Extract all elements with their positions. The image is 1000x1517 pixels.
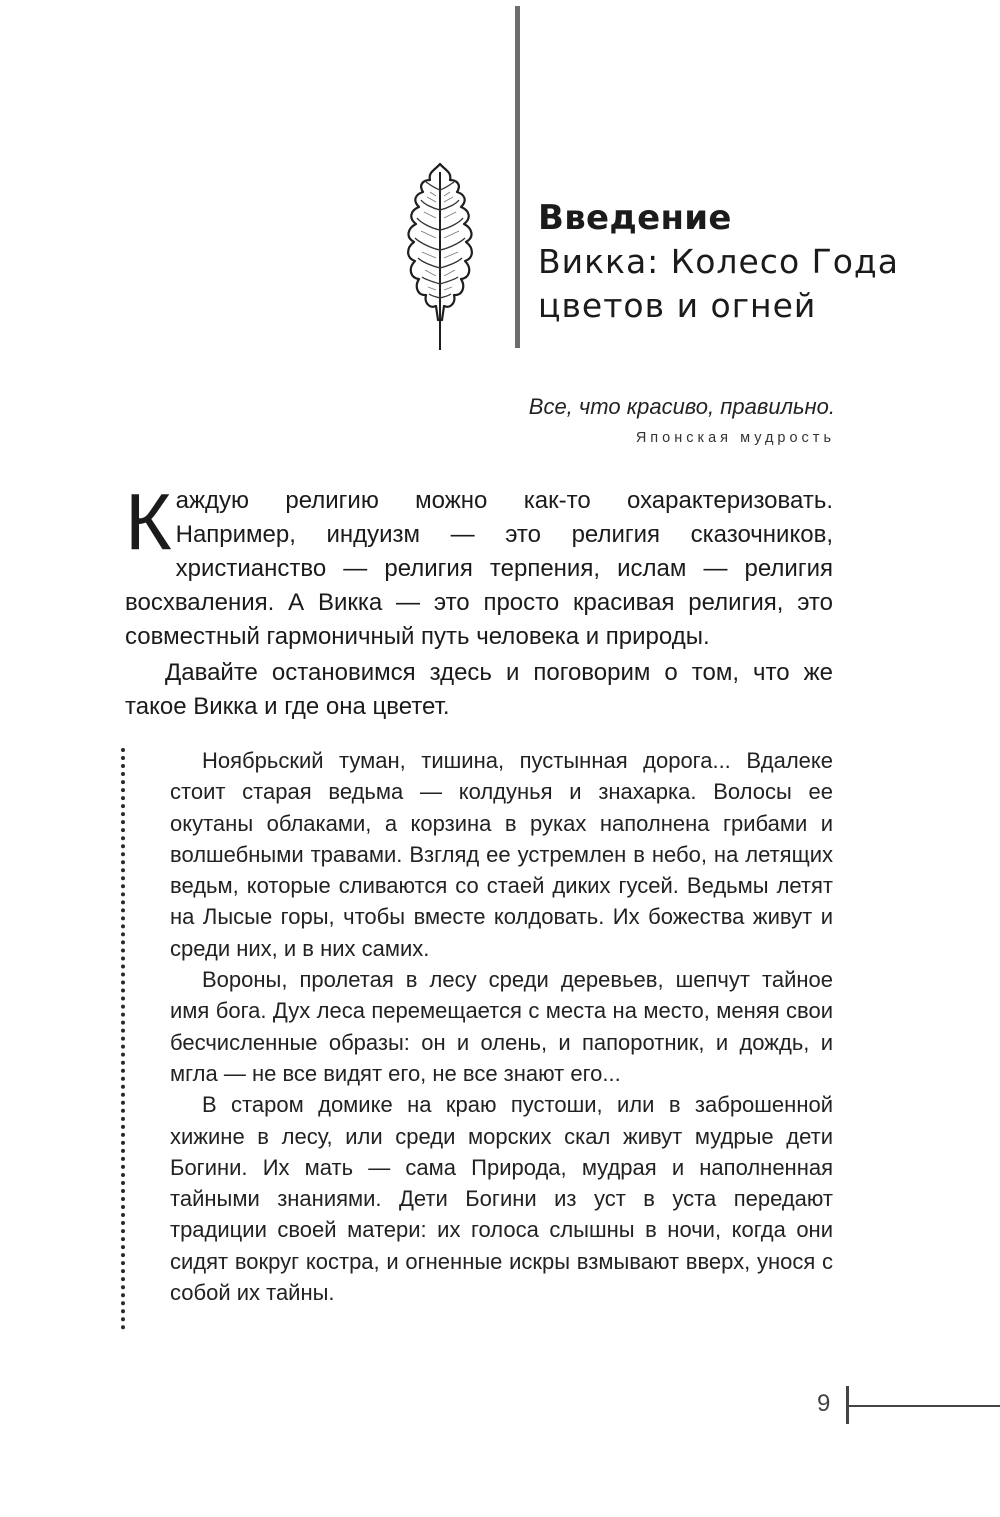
drop-cap: К — [125, 477, 172, 566]
chapter-title-line2: цветов и огней — [538, 286, 817, 325]
story-text — [170, 745, 833, 1308]
oak-leaf-icon — [398, 160, 482, 352]
epigraph-quote: Все, что красиво, правильно. — [528, 394, 835, 419]
intro-paragraph-2: Давайте остановимся здесь и поговорим о том, что же такое Викка и где она цветет. — [125, 659, 833, 720]
page-number: 9 — [817, 1390, 831, 1417]
chapter-heading — [538, 196, 978, 328]
intro-paragraph-1-text: аждую религию можно как-то охарактеризовать. Например, индуизм — это религия сказочников, христианство — религия терпения, ислам — религия восхваления. А Викка — это просто красивая религия, это совместный гармоничный путь человека и природы. — [125, 487, 833, 650]
footer-rule — [849, 1405, 1000, 1407]
header-vertical-rule — [515, 6, 520, 348]
chapter-label: Введение — [538, 198, 732, 238]
epigraph-source: Японская мудрость — [635, 430, 835, 446]
epigraph — [529, 392, 835, 446]
chapter-title-line1: Викка: Колесо Года — [538, 242, 899, 281]
intro-text — [125, 477, 833, 724]
intro-paragraph-1 — [125, 477, 833, 654]
story-paragraph-3: В старом домике на краю пустоши, или в заброшенной хижине в лесу, или среди морских скал живут мудрые дети Богини. Их мать — сама Природа, мудрая и наполненная тайными знаниями. Дети Богини из уст в уста передают традиции своей матери: их голоса слышны в ночи, когда они сидят вокруг костра, и огненные искры взмывают вверх, унося с собой их тайны. — [170, 1092, 833, 1306]
story-paragraph-2: Вороны, пролетая в лесу среди деревьев, шепчут тайное имя бога. Дух леса перемещается с места на место, меняя свои бесчисленные образы: он и олень, и папоротник, и дождь, и мгла — не все видят его, не все знают его... — [170, 967, 833, 1086]
story-paragraph-1: Ноябрьский туман, тишина, пустынная дорога... Вдалеке стоит старая ведьма — колдунья и знахарка. Волосы ее окутаны облаками, а корзина в руках наполнена грибами и волшебными травами. Взгляд ее устремлен в небо, на летящих ведьм, которые сливаются со стаей диких гусей. Ведьмы летят на Лысые горы, чтобы вместе колдовать. Их божества живут и среди них, и в них самих. — [170, 748, 833, 961]
sidebar-dotted-rule — [121, 748, 125, 1330]
